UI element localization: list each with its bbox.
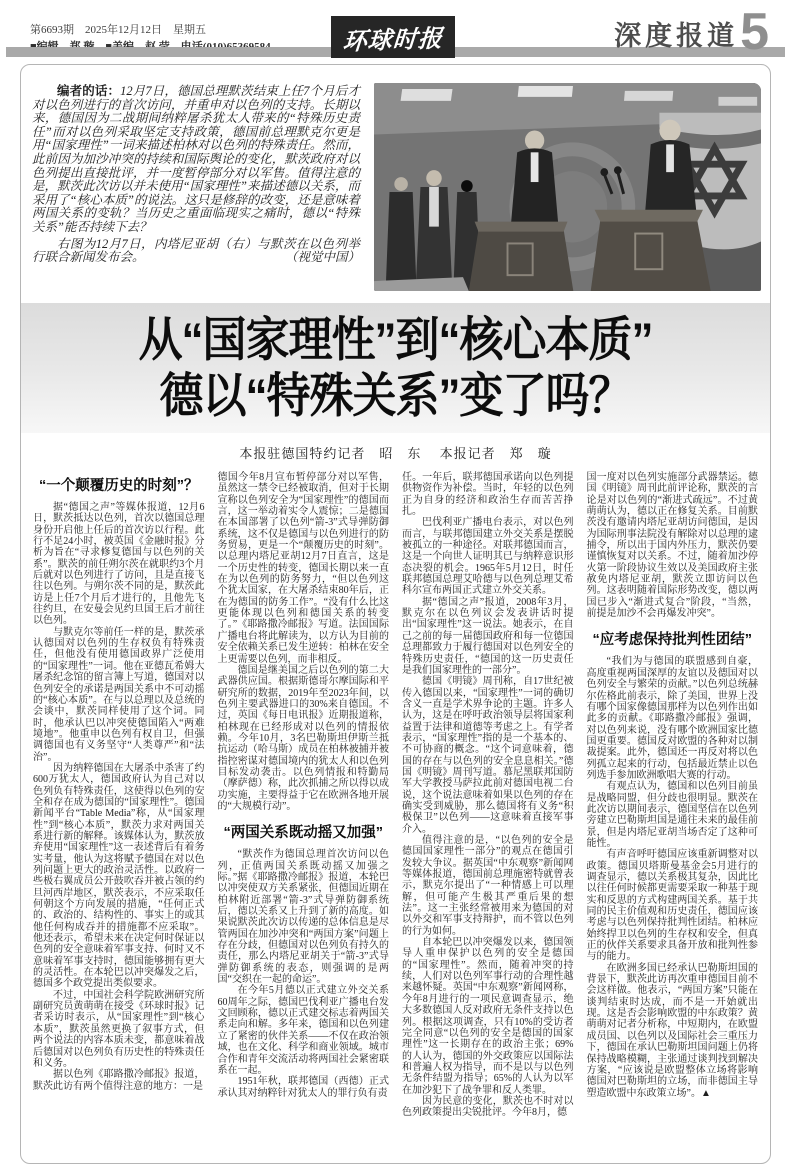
headline-line1: 从“国家理性”到“核心本质” xyxy=(138,314,653,367)
byline: 本报驻德国特约记者 昭 东 本报记者 郑 璇 xyxy=(239,446,552,461)
section-subhead: “应考虑保持批判性团结” xyxy=(592,632,752,649)
masthead-title: 环球时报 xyxy=(341,25,444,56)
article-frame xyxy=(20,64,771,1164)
body-paragraph: “默茨作为德国总理首次访问以色列，正值两国关系既动摇又加强之际。”据《耶路撒冷邮报》报道，本轮巴以冲突使双方关系紧张，但德国近期在柏林附近部署“箭-3”式导弹防御系统后，德以关系又上升到了新的高度。如果说默茨此次访以传递的总体信息是尽管两国在加沙冲突和“两国方案”问题上存在分歧，但德国对以色列负有持久的责任，那么内塔尼亚胡关于“箭-3”式导弹防御系统的表态，则强调的是两国“交织在一起的命运”。 xyxy=(217,849,389,986)
editor-note-label: 编者的话： xyxy=(57,84,121,98)
body-paragraph: 有声音呼吁德国应该重新调整对以政策。德国贝塔斯曼基金会5月进行的调查显示，德以关系极其复杂，因此比以往任何时候都更需要采取一种基于现实和反思的方式构建两国关系。基于共同的民主价值观和历史责任，德国应该考虑与以色列保持批判性团结。柏林应始终捍卫以色列的生存权和安全，但真正的伙伴关系要求具备开放和批判性参与的能力。 xyxy=(586,849,758,963)
page-header xyxy=(0,0,791,62)
body-paragraph: 有观点认为，德国和以色列目前虽是战略同盟，但分歧也很明显。默茨在此次访以期间表示，德国坚信在以色列旁建立巴勒斯坦国是通往未来的最佳前景，但是内塔尼亚胡当场否定了这种可能性。 xyxy=(586,781,758,849)
editor-note-body: 12月7日，德国总理默茨结束上任7个月后才对以色列进行的首次访问，并重申对以色列的支持。长期以来，德国因为二战期间纳粹屠杀犹太人带来的“特殊历史责任”而对以色列采取坚定支持政策，德国前总理默克尔更是用“国家理性”一词来描述柏林对以色列的特殊责任。然而，此前因为加沙冲突的持续和国际舆论的变化，默茨政府对以色列提出直接批评，并一度暂停部分对以军售。值得注意的是，默茨此次访以并未使用“国家理性”来描述德以关系，而采用了“核心本质”的说法。这只是修辞的改变，还是意味着两国关系的变轨？当历史之重面临现实之痛时，德以“特殊关系”能否持续下去？ xyxy=(32,84,360,234)
body-paragraph: 德国是继美国之后以色列的第二大武器供应国。根据斯德哥尔摩国际和平研究所的数据，2019年至2023年间，以色列主要武器进口的30%来自德国。不过，英国《每日电讯报》近期报道称，柏林现在已经形成对以色列的情报依赖。今年10月，3名巴勒斯坦伊斯兰抵抗运动（哈马斯）成员在柏林被捕并被指控密谋对德国境内的犹太人和以色列目标发动袭击。以色列情报和特勤局（摩萨德）称，此次抓捕之所以得以成功实施，主要得益于它在欧洲各地开展的“大规模行动”。 xyxy=(217,664,389,812)
article-column-4 xyxy=(587,472,759,1119)
body-paragraph: 值得注意的是，“以色列的安全是德国国家理性一部分”的观点在德国引发较大争议。据英国“中东观察”新闻网等媒体报道，德国前总理施密特就曾表示，默克尔提出了“一种情感上可以理解，但可能产生极其严重后果的想法”。这一主张经常被用来为德国的对以外交和军事支持辩护，而不管以色列的行为如何。 xyxy=(402,835,574,937)
body-paragraph: 在今年5月德以正式建立外交关系60周年之际，德国巴伐利亚广播电台发文回顾称，德以正式建交标志着两国关系走向和解。多年来，德国和以色列建立了紧密的伙伴关系——不仅在政治领域，也在文化、科学和商业领域。城市合作和青年交流活动将两国社会紧密联系在一起。 xyxy=(217,985,389,1076)
section-name: 深度报道 xyxy=(614,21,739,51)
body-paragraph: 因为民意的变化，默茨也不时对以色列政策提出尖锐批评。今年8月，德 xyxy=(402,1095,574,1119)
article-column-3 xyxy=(402,472,574,1119)
photo-caption xyxy=(32,238,360,265)
body-paragraph: 因为纳粹德国在大屠杀中杀害了约600万犹太人，德国政府认为自己对以色列负有特殊责任，这使得以色列的安全和存在成为德国的“国家理性”。德国新闻平台“Table Media”称，从“国家理性”到“核心本质”，默茨力求对两国关系进行新的解释。该媒体认为，默茨放弃使用“国家理性”这一表述背后有着务实考量，他认为这将赋予德国在对以色列问题上更大的政治灵活性。以政府一些极右翼成员公开鼓吹吞并被占领的约旦河西岸地区，默茨表示，不应采取任何朝这个方向发展的措施，“任何正式的、政治的、结构性的、事实上的或其他任何构成吞并的措施都不应采取”。他还表示，希望未来在决定何时保证以色列的安全意味着军事支持、何时又不意味着军事支持时，德国能够拥有更大的灵活性。在本轮巴以冲突爆发之后，德国多个政党提出类似要求。 xyxy=(33,762,205,990)
headline-band xyxy=(21,303,770,433)
press-conference-illustration xyxy=(374,83,761,291)
section-subhead: “两国关系既动摇又加强” xyxy=(223,825,383,842)
body-paragraph: 自本轮巴以冲突爆发以来，德国领导人重申保护以色列的安全是德国的“国家理性”。然而，随着冲突的持续，人们对以色列军事行动的合理性越来越怀疑。英国“中东观察”新闻网称，今年8月进行的一项民意调查显示，绝大多数德国人反对政府无条件支持以色列。根据这项调查，只有10%的受访者完全同意“以色列的安全是德国的国家理性”这一长期存在的政治主张；69%的人认为，德国的外交政策应以国际法和普遍人权为指导，而不是以与以色列无条件结盟为指导；65%的人认为以军在加沙犯下了战争罪和反人类罪。 xyxy=(402,937,574,1096)
photo-credit: （视觉中国） xyxy=(284,250,360,265)
editor-note xyxy=(30,83,366,295)
photo-caption-text: 右图为12月7日，内塔尼亚胡（右）与默茨在以色列举行联合新闻发布会。 xyxy=(32,236,360,265)
body-paragraph: 与默克尔等前任一样的是，默茨承认德国对以色列的生存权负有特殊责任，但他没有使用德国政界广泛使用的“国家理性”一词。他在亚德瓦希姆大屠杀纪念馆的留言簿上写道，德国对以色列安全的承诺是两国关系中不可动摇的“核心本质”。在与以总理以及总统的会谈中，默茨同样使用了这个词。同时，他承认巴以冲突使德国陷入“两难境地”。他重申以色列有权自卫，但强调德国也有义务坚守“人类尊严”和“法治”。 xyxy=(33,626,205,763)
body-paragraph: 巴伐利亚广播电台表示，对以色列而言，与联邦德国建立外交关系是摆脱被孤立的一种途径。对联邦德国而言，这是一个向世人证明其已与纳粹意识形态决裂的机会。1965年5月12日，时任联邦德国总理艾哈德与以色列总理艾希科尔宣布两国正式建立外交关系。 xyxy=(402,517,574,597)
headline-line2: 德以“特殊关系”变了吗？ xyxy=(159,370,632,423)
body-paragraph: 国一度对以色列实施部分武器禁运。德国《明镜》周刊此前评论称，默茨的言论是对以色列的“渐进式疏远”。不过黄萌萌认为，德以正在修复关系。目前默茨没有邀请内塔尼亚胡访问德国，是因为国际刑事法院没有解除对以总理的逮捕令，所以出于国内外压力，默茨仍要谨慎恢复对以关系。不过，随着加沙停火第一阶段协议生效以及美国政府主张赦免内塔尼亚胡，默茨立即访问以色列。这表明随着国际形势改变，德以两国已步入“渐进式复合”阶段，“当然，前提是加沙不会再爆发冲突”。 xyxy=(586,472,758,620)
article-column-2 xyxy=(218,472,390,1119)
body-paragraph: 据“德国之声”报道，2008年3月，默克尔在以色列议会发表讲话时提出“国家理性”这一说法。她表示，在自己之前的每一届德国政府和每一位德国总理都致力于履行德国对以色列安全的特殊历史责任，“德国的这一历史责任是我们国家理性的一部分”。 xyxy=(402,596,574,676)
article-body xyxy=(30,470,761,1119)
article-column-1 xyxy=(33,472,205,1119)
body-paragraph: 任。一年后，联邦德国承诺向以色列提供物资作为补偿。当时，年轻的以色列正为自身的经济和政治生存而苦苦挣扎。 xyxy=(402,472,574,518)
page-number: 5 xyxy=(740,3,769,61)
section-subhead: “一个颠覆历史的时刻”？ xyxy=(39,478,199,494)
body-paragraph: 不过，中国社会科学院欧洲研究所副研究员黄萌萌在接受《环球时报》记者采访时表示，从“国家理性”到“核心本质”，默茨虽然更换了叙事方式，但两个说法的内容本质未变，都意味着战后德国对以色列负有历史性的特殊责任和义务。 xyxy=(33,989,205,1069)
body-paragraph: 德国今年8月宣布暂停部分对以军售，虽然这一禁令已经被取消，但对于长期宣称以色列安全为“国家理性”的德国而言，这一举动着实令人震惊；二是德国在本国部署了以色列“箭-3”式导弹防御系统，这不仅是德国与以色列进行的防务贸易，更是一个“颠覆历史的时刻”。以总理内塔尼亚胡12月7日直言，这是一个历史性的转变，德国长期以来一直在为以色列的防务努力，“但以色列这个犹太国家，在大屠杀结束80年后，正在为德国的防务工作”。“没有什么比这更能体现以色列和德国关系的转变了。”《耶路撒冷邮报》写道。法国国际广播电台将此解读为，以方认为目前的安全依赖关系已发生逆转：柏林在安全上更需要以色列，而非相反。 xyxy=(217,472,389,665)
body-paragraph: 在欧洲多国已经承认巴勒斯坦国的背景下，默茨此访再次重申德国目前不会这样做。他表示，“两国方案”只能在谈判结束时达成，而不是一开始就出现。这是否会影响欧盟的中东政策？黄萌萌对记者分析称，中短期内，在欧盟成员国、以色列以及国际社会三重压力下，德国在承认巴勒斯坦国问题上仍将保持战略模糊，主张通过谈判找到解决方案，“应该说是欧盟整体立场将影响德国对巴勒斯坦的立场，而非德国主导塑造欧盟中东政策立场”。▲ xyxy=(586,962,758,1099)
body-paragraph: 据以色列《耶路撒冷邮报》报道，默茨此访有两个值得注意的地方：一是 xyxy=(33,1069,205,1092)
body-paragraph: 1951年秋，联邦德国（西德）正式承认其对纳粹针对犹太人的罪行负有责 xyxy=(217,1076,389,1099)
body-paragraph: 德国《明镜》周刊称，自17世纪被传入德国以来，“国家理性”一词的确切含义一直是学术界争论的主题。许多人认为，这是在呼吁政治领导层将国家利益置于法律和道德等考虑之上。有学者表示，“国家理性”指的是一个基本的、不可协商的概念。“这个词意味着，德国的存在与以色列的安全息息相关。”德国《明镜》周刊写道。慕尼黑联邦国防军大学教授马萨拉此前对德国电视二台说，这个说法意味着如果以色列的存在确实受到威胁，那么德国将有义务“积极保卫”以色列——这意味着直接军事介入。 xyxy=(402,676,574,835)
body-paragraph: 据“德国之声”等媒体报道，12月6日，默茨抵达以色列，首次以德国总理身份开启他上任后的首次访以行程。此行不足24小时，被英国《金融时报》分析为旨在“寻求修复德国与以色列的关系”。默茨的前任朔尔茨在就职约3个月后就对以色列进行了访问，且是直接飞往以色列。与朔尔茨不同的是，默茨此访是上任7个月后才进行的，且他先飞往约旦，在安曼会见约旦国王后才前往以色列。 xyxy=(33,502,205,627)
top-row xyxy=(30,83,761,295)
editor-note-paragraph xyxy=(32,85,360,235)
body-paragraph: “我们为与德国的联盟感到自豪，高度重视两国深厚的友谊以及德国对以色列安全与繁荣的贡献。”以色列总统赫尔佐格此前表示，除了美国，世界上没有哪个国家像德国那样为以色列作出如此多的贡献。《耶路撒冷邮报》强调，对以色列来说，没有哪个欧洲国家比德国更重要。德国反对欧盟的各种对以制裁提案。此外，德国还一再反对将以色列孤立起来的行动，包括最近禁止以色列选手参加欧洲歌唱大赛的行动。 xyxy=(586,656,758,781)
issue-date-line: 第6693期 2025年12月12日 星期五 xyxy=(30,24,206,36)
press-conference-photo xyxy=(374,83,761,291)
newspaper-masthead-logo xyxy=(331,16,455,58)
section-header xyxy=(614,3,769,61)
